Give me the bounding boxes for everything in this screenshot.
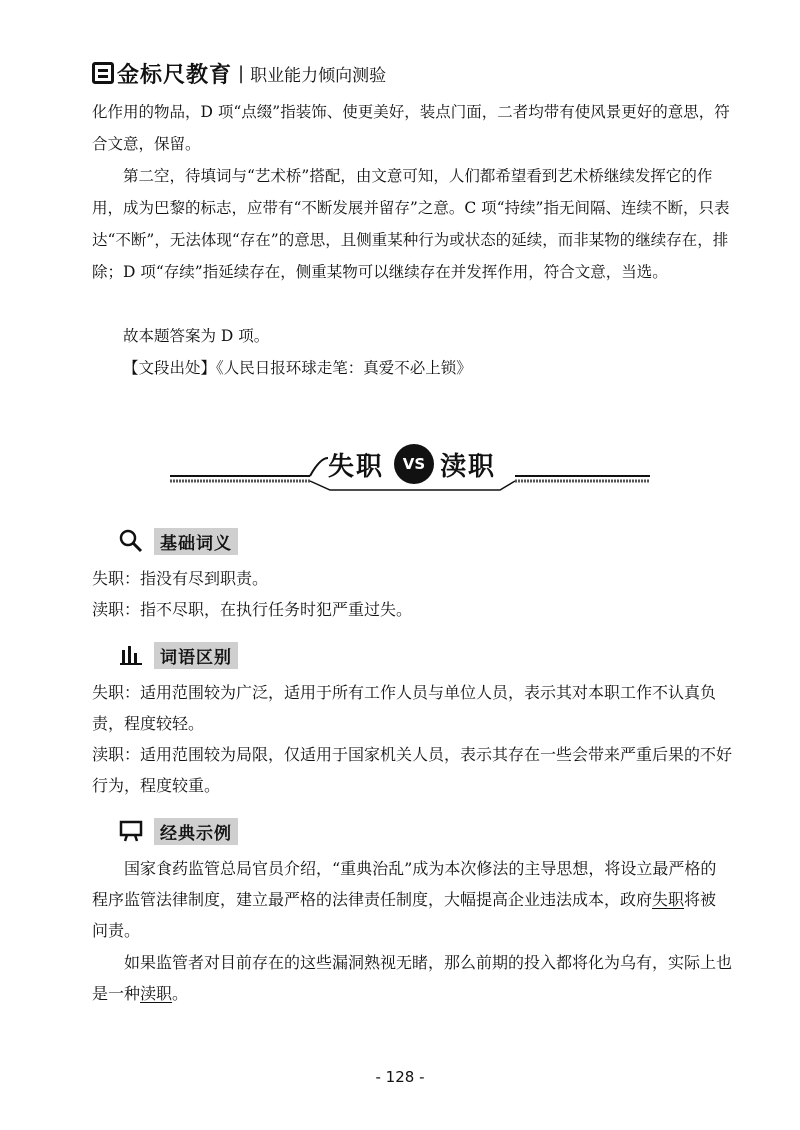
example-1-tail: 将被问责。 [92,890,717,940]
section-title-diff: 词语区别 [154,642,238,669]
paragraph-source: 【文段出处】《人民日报环球走笔：真爱不必上锁》 [123,359,472,377]
example-1-text: 国家食药监管总局官员介绍，“重典治乱”成为本次修法的主导思想，将设立最严格的程序监管法律制度，建立最严格的法律责任制度，大幅提高企业违法成本，政府 [92,859,717,909]
page-header [92,58,386,88]
paragraph-continuation: 化作用的物品，D 项“点缀”指装饰、使更美好，装点门面，二者均带有使风景更好的意思，符合文意，保留。 [92,103,730,153]
definition-line-1: 失职：指没有尽到职责。 [92,569,269,588]
paragraph-second-blank: 第二空，待填词与“艺术桥”搭配，由文意可知，人们都希望看到艺术桥继续发挥它的作用，成为巴黎的标志，应带有“不断发展并留存”之意。C 项“持续”指无间隔、连续不断，只表达“不断”，无法体现“存在”的意思，且侧重某种行为或状态的延续，而非某物的继续存在，排除；D 项“存续”指延续存在，侧重某物可以继续存在并发挥作用，符合文意，当选。 [92,167,730,281]
example-2-text: 如果监管者对目前存在的这些漏洞熟视无睹，那么前期的投入都将化为乌有，实际上也是一种 [92,953,733,1003]
section-heading-basic [118,527,238,555]
difference-line-2: 渎职：适用范围较为局限，仅适用于国家机关人员，表示其存在一些会带来严重后果的不好行为，程度较重。 [92,745,733,795]
section-heading-example [118,817,238,845]
bar-chart-icon [118,642,144,668]
section-title-example: 经典示例 [154,818,238,845]
magnifier-icon [118,528,144,554]
difference-line-1: 失职：适用范围较为广泛，适用于所有工作人员与单位人员，表示其对本职工作不认真负责，程度较轻。 [92,683,717,733]
presentation-board-icon [118,818,144,844]
banner-word-1: 失职 [328,452,385,482]
definition-line-2: 渎职：指不尽职，在执行任务时犯严重过失。 [92,600,413,619]
brand-logo-icon [92,62,114,84]
header-separator: | [238,62,245,84]
vs-badge: VS [394,444,434,484]
comparison-banner [170,438,650,498]
header-subtitle: 职业能力倾向测验 [250,65,387,86]
banner-word-2: 渎职 [440,452,497,482]
section-title-basic: 基础词义 [154,528,238,555]
example-2-tail: 。 [172,984,189,1003]
section-heading-diff [118,641,238,669]
paragraph-answer: 故本题答案为 D 项。 [123,327,270,345]
example-2-keyword: 渎职 [140,984,173,1003]
example-1-keyword: 失职 [652,890,685,909]
page-number: - 128 - [375,1068,425,1086]
example-1 [92,853,732,946]
brand-name: 金标尺教育 [117,62,233,88]
example-2 [92,947,732,1009]
